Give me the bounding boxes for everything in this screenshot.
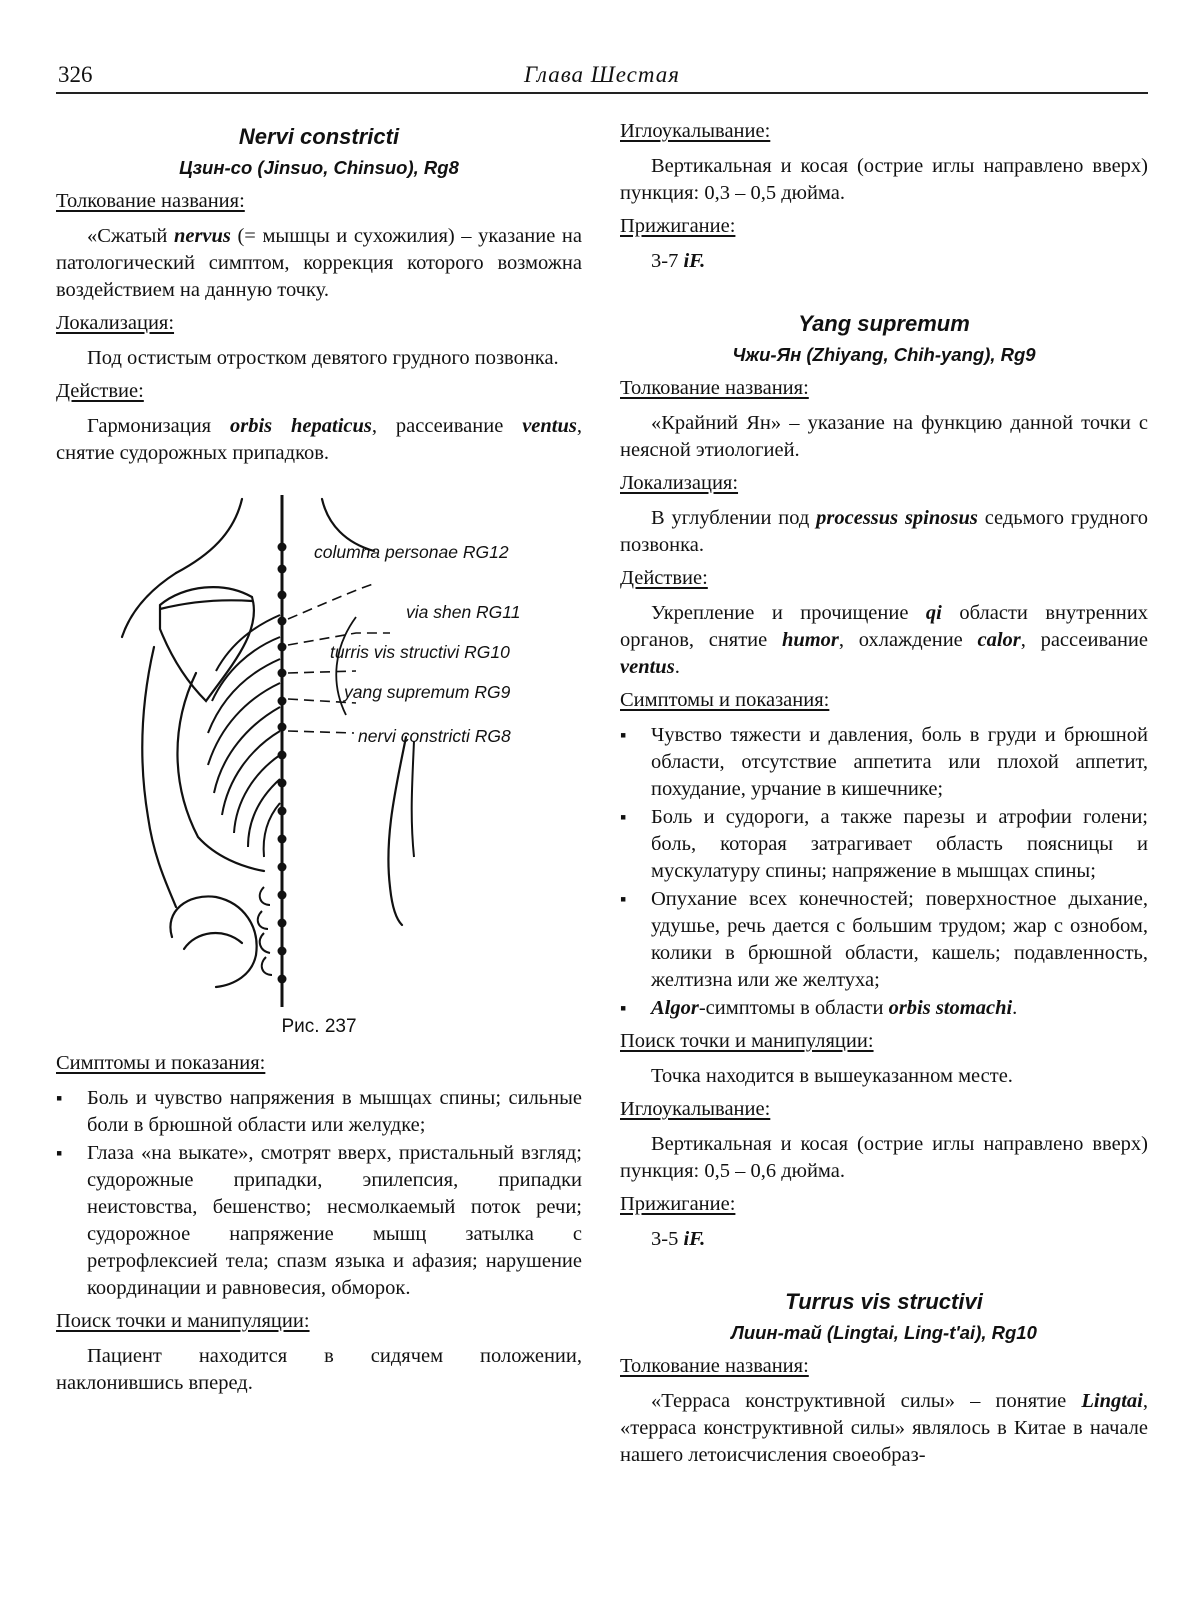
chapter-title: Глава Шестая <box>524 62 680 87</box>
meaning-text: «Крайний Ян» – указание на функцию данной точки с неясной этиологией. <box>620 412 1148 461</box>
entry-subtitle: Цзин-со (Jinsuo, Chinsuo), Rg8 <box>179 157 459 178</box>
entry-subtitle: Лиин-тай (Lingtai, Ling-t'ai), Rg10 <box>731 1322 1037 1343</box>
section-heading-meaning: Толкование названия: <box>620 1355 809 1377</box>
section-heading-moxibustion: Прижигание: <box>620 215 736 237</box>
label-columna-personae: columna personae RG12 <box>314 542 509 562</box>
back-right-contour <box>388 737 406 887</box>
moxibustion-text: 3-5 iF. <box>651 1228 706 1250</box>
symptoms-list <box>56 1085 582 1302</box>
section-heading-action: Действие: <box>620 567 708 589</box>
list-item: ▪ Глаза «на выкате», смотрят вверх, пристальный взгляд; судорожные припадки, эпилепсия, припадки неистовства, бешенство; несмолкаемый поток речи; судорожное напряжение мышц затылка с ретрофлексией тела; спазм языка и афазия; нарушение координации и равновесия, обморок. <box>56 1140 582 1302</box>
section-heading-localization: Локализация: <box>620 472 739 494</box>
section-heading-moxibustion: Прижигание: <box>620 1193 736 1215</box>
action-text: Укрепление и прочищение qi области внутренних органов, снятие humor, охлаждение calor, рассеивание ventus. <box>620 602 1148 678</box>
list-item: ▪ Опухание всех конечностей; поверхностное дыхание, удушье, речь дается с большим трудом; жар с ознобом, колики в брюшной области, кашель; подавленность, желтизна или же желтуха; <box>620 886 1148 994</box>
pelvis-outline <box>170 896 256 987</box>
search-text: Пациент находится в сидячем положении, наклонившись вперед. <box>56 1345 582 1394</box>
entry-title: Nervi constricti <box>238 124 400 149</box>
section-heading-meaning: Толкование названия: <box>56 190 245 212</box>
entry-title: Yang supremum <box>798 311 970 336</box>
needling-text: Вертикальная и косая (острие иглы направлено вверх) пункция: 0,3 – 0,5 дюйма. <box>620 155 1148 204</box>
entry-subtitle: Чжи-Ян (Zhiyang, Chih-yang), Rg9 <box>732 344 1036 365</box>
list-item: ▪ Боль и судороги, а также парезы и атрофии голени; боль, которая затрагивает область поясницы и мускулатуру спины; напряжение в мышцах спины; <box>620 804 1148 885</box>
symptoms-list <box>620 722 1148 1022</box>
back-anatomy-illustration <box>56 487 582 1007</box>
section-heading-symptoms: Симптомы и показания: <box>56 1052 266 1074</box>
section-heading-action: Действие: <box>56 380 144 402</box>
section-heading-symptoms: Симптомы и показания: <box>620 689 830 711</box>
figure-back-anatomy <box>56 487 582 1047</box>
section-heading-search: Поиск точки и манипуляции: <box>56 1310 310 1332</box>
waist-right <box>390 887 402 925</box>
list-item: ▪ Боль и чувство напряжения в мышцах спины; сильные боли в брюшной области или желудке; <box>56 1085 582 1139</box>
page-header <box>56 58 1148 94</box>
entry-title: Turrus vis structivi <box>785 1289 983 1314</box>
left-column <box>56 122 582 1403</box>
label-turris-vis-structivi: turris vis structivi RG10 <box>330 642 510 662</box>
section-heading-needling: Иглоукалывание: <box>620 1098 771 1120</box>
localization-text: Под остистым отростком девятого грудного позвонка. <box>87 347 559 369</box>
right-column <box>620 118 1148 1475</box>
meaning-text: «Сжатый nervus (= мышцы и сухожилия) – указание на патологический симптом, коррекция которого возможна воздействием на данную точку. <box>56 225 582 301</box>
label-yang-supremum: yang supremum RG9 <box>344 682 511 702</box>
action-text: Гармонизация orbis hepaticus, рассеивание ventus, снятие судорожных припадков. <box>56 415 582 464</box>
scapula-spine <box>160 600 252 609</box>
localization-text: В углублении под processus spinosus седьмого грудного позвонка. <box>620 507 1148 556</box>
list-item: ▪ Чувство тяжести и давления, боль в груди и брюшной области, отсутствие аппетита или плохой аппетит, похудание, урчание в кишечнике; <box>620 722 1148 803</box>
page-number: 326 <box>58 62 93 87</box>
label-via-shen: via shen RG11 <box>406 602 521 622</box>
section-heading-search: Поиск точки и манипуляции: <box>620 1030 874 1052</box>
neck-left-line <box>176 499 242 573</box>
section-heading-meaning: Толкование названия: <box>620 377 809 399</box>
section-heading-needling: Иглоукалывание: <box>620 120 771 142</box>
moxibustion-text: 3-7 iF. <box>651 250 706 272</box>
shoulder-left-line <box>122 573 176 637</box>
back-left-contour <box>142 647 176 907</box>
ribs <box>208 615 280 857</box>
vertebrae <box>258 887 272 975</box>
search-text: Точка находится в вышеуказанном месте. <box>651 1065 1013 1087</box>
needling-text: Вертикальная и косая (острие иглы направлено вверх) пункция: 0,5 – 0,6 дюйма. <box>620 1133 1148 1182</box>
pelvis-inner <box>184 933 242 949</box>
list-item: ▪ Algor-симптомы в области orbis stomachi. <box>620 995 1148 1022</box>
meaning-text: «Терраса конструктивной силы» – понятие Lingtai, «терраса конструктивной силы» являлось в Китае в начале нашего летоисчисления своеобраз- <box>620 1390 1148 1466</box>
section-heading-localization: Локализация: <box>56 312 175 334</box>
right-back-line <box>412 741 414 857</box>
figure-caption: Рис. 237 <box>281 1016 357 1037</box>
label-nervi-constricti: nervi constricti RG8 <box>358 726 511 746</box>
